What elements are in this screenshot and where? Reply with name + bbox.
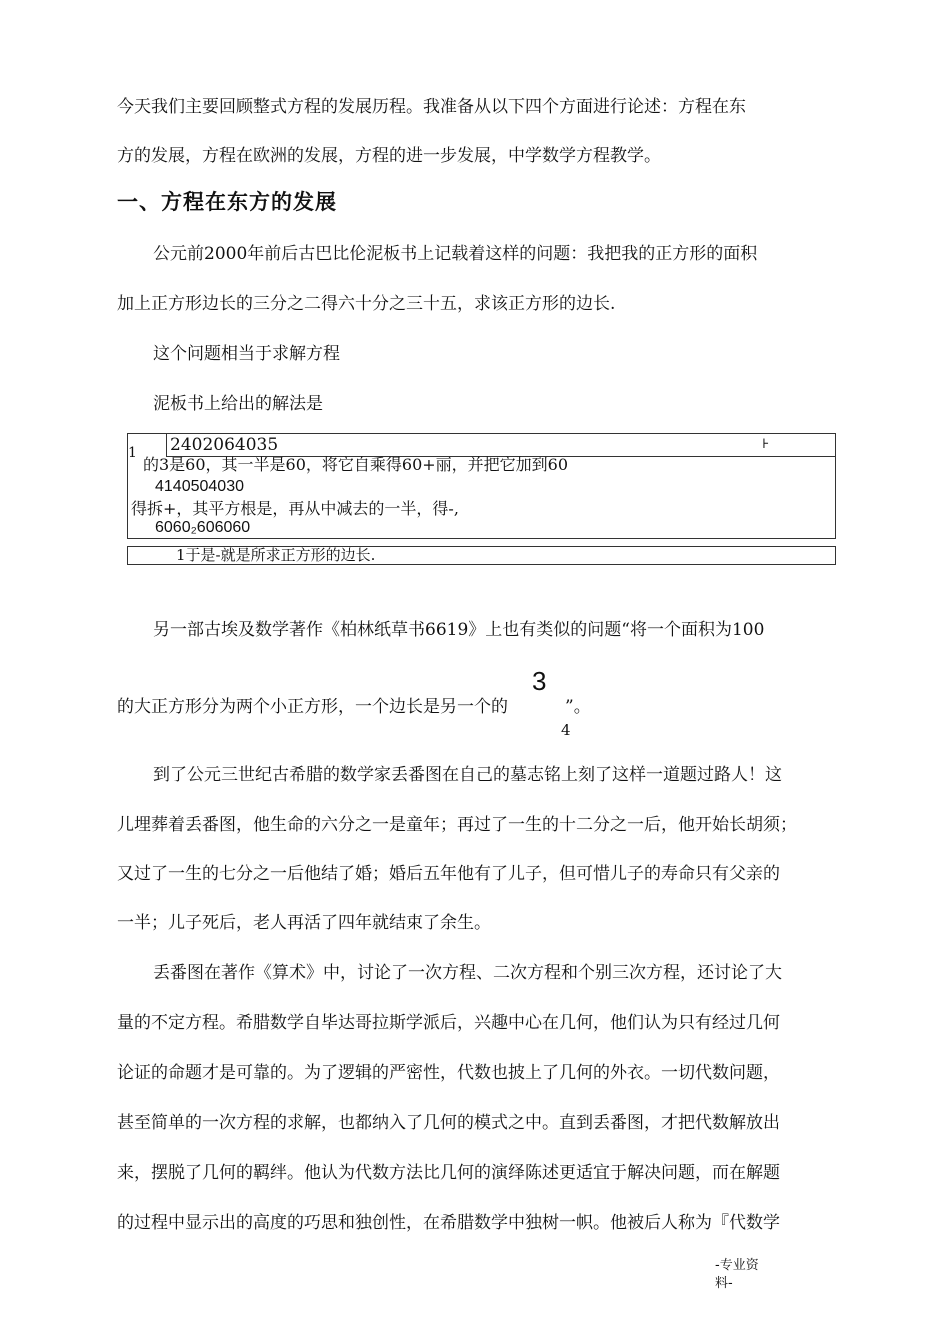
egypt-line-1: 另一部古埃及数学著作《柏林纸草书6619》上也有类似的问题“将一个面积为100 (153, 620, 765, 640)
diophantus-p1-line-1: 到了公元三世纪古希腊的数学家丢番图在自己的墓志铭上刻了这样一道题过路人！这 (153, 765, 782, 785)
babylon-equation-intro: 这个问题相当于求解方程 (153, 344, 340, 364)
diophantus-p2-line-3: 论证的命题才是可靠的。为了逻辑的严密性，代数也披上了几何的外衣。一切代数问题， (117, 1063, 780, 1083)
diophantus-p2-line-5: 来，摆脱了几何的羁绊。他认为代数方法比几何的演绎陈述更适宜于解决问题，而在解题 (117, 1163, 780, 1183)
egypt-line-2: 的大正方形分为两个小正方形，一个边长是另一个的 (117, 697, 508, 717)
intro-line-1: 今天我们主要回顾整式方程的发展历程。我准备从以下四个方面进行论述：方程在东 (117, 97, 746, 117)
footer-label-line-1: -专业资 (715, 1258, 759, 1273)
diophantus-p2-line-1: 丢番图在著作《算术》中，讨论了一次方程、二次方程和个别三次方程，还讨论了大 (153, 963, 782, 983)
section-heading: 一、方程在东方的发展 (117, 190, 337, 214)
diophantus-p2-line-4: 甚至简单的一次方程的求解，也都纳入了几何的模式之中。直到丢番图，才把代数解放出 (117, 1113, 780, 1133)
diophantus-p1-line-3: 又过了一生的七分之一后他结了婚；婚后五年他有了儿子，但可惜儿子的寿命只有父亲的 (117, 864, 780, 884)
babylon-line-2: 加上正方形边长的三分之二得六十分之三十五，求该正方形的边长. (117, 294, 616, 314)
babylon-line-1: 公元前2000年前后古巴比伦泥板书上记载着这样的问题：我把我的正方形的面积 (153, 244, 758, 264)
diophantus-p1-line-2: 儿埋葬着丢番图，他生命的六分之一是童年；再过了一生的十二分之一后，他开始长胡须； (117, 815, 797, 835)
solution-line-2: 的3是60，其一半是60，将它自乘得60+丽，并把它加到60 (143, 455, 569, 474)
diophantus-p2-line-2: 量的不定方程。希腊数学自毕达哥拉斯学派后，兴趣中心在几何，他们认为只有经过几何 (117, 1013, 780, 1033)
solution-line-5-numbers: 6060₂606060 (155, 519, 251, 536)
solution-line-3-numbers: 4140504030 (155, 478, 244, 495)
solution-side-one: 1 (128, 445, 137, 461)
egypt-line-2-end: ”。 (565, 697, 591, 717)
diophantus-p2-line-6: 的过程中显示出的高度的巧思和独创性，在希腊数学中独树一帜。他被后人称为『代数学 (117, 1213, 780, 1233)
footer-label-line-2: 料- (715, 1276, 733, 1291)
egypt-fraction-numerator: 3 (532, 666, 547, 696)
solution-line-4: 得拆+，其平方根是，再从中减去的一半，得-, (131, 499, 459, 518)
solution-row1-mark: ⊦ (762, 437, 770, 452)
solution-line-6: 1于是-就是所求正方形的边长. (176, 546, 376, 564)
egypt-fraction-denominator: 4 (561, 721, 571, 739)
intro-line-2: 方的发展，方程在欧洲的发展，方程的进一步发展，中学数学方程教学。 (117, 146, 661, 166)
solution-row1-numbers: 2402064035 (170, 435, 279, 455)
diophantus-p1-line-4: 一半；儿子死后，老人再活了四年就结束了余生。 (117, 913, 491, 933)
babylon-solution-intro: 泥板书上给出的解法是 (153, 394, 323, 414)
